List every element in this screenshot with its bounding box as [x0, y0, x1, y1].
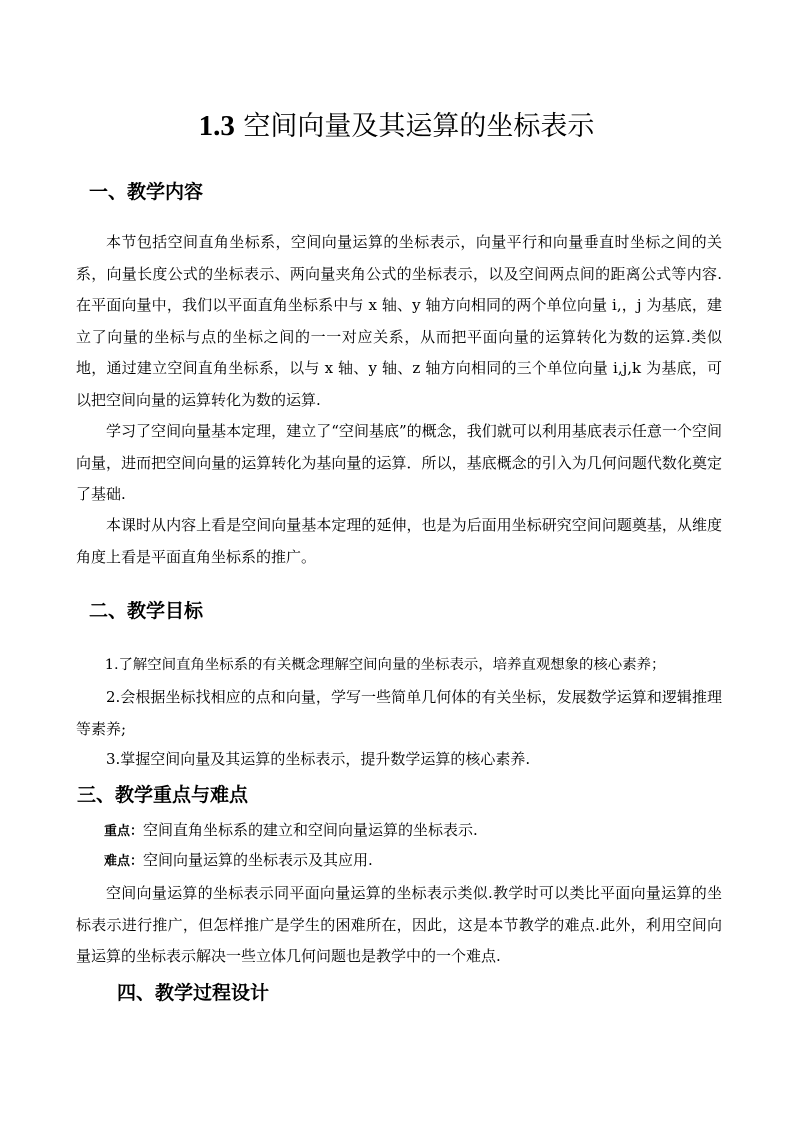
difficulty-explanation-paragraph: 空间向量运算的坐标表示同平面向量运算的坐标表示类似.教学时可以类比平面向量运算的坐标表示进行推广，但怎样推广是学生的困难所在，因此，这是本节教学的难点.此外，利用空间向量运算的坐标表示解决一些立体几何问题也是教学中的一个难点. — [76, 884, 722, 966]
objective-item-3: 3.掌握空间向量及其运算的坐标表示，提升数学运算的核心素养. — [106, 750, 531, 768]
content-paragraph-1: 本节包括空间直角坐标系，空间向量运算的坐标表示，向量平行和向量垂直时坐标之间的关系，向量长度公式的坐标表示、两向量夹角公式的坐标表示，以及空间两点间的距离公式等内容.在平面向量中，我们以平面直角坐标系中与 x 轴、y 轴方向相同的两个单位向量 i,，j 为基底，建立了向量的坐标与点的坐标之间的一一对应关系，从而把平面向量的运算转化为数的运算.类似地，通过建立空间直角坐标系，以与 x 轴、y 轴、z 轴方向相同的三个单位向量 i,j,k 为基底，可以把空间向量的运算转化为数的运算. — [76, 233, 722, 409]
section-heading-key-and-difficult-points: 三、教学重点与难点 — [77, 784, 249, 806]
difficulty-point-label: 难点： — [104, 854, 144, 869]
section-heading-teaching-objectives: 二、教学目标 — [89, 600, 204, 622]
content-paragraph-2: 学习了空间向量基本定理，建立了“空间基底”的概念，我们就可以利用基底表示任意一个空间向量，进而把空间向量的运算转化为基向量的运算．所以，基底概念的引入为几何问题代数化奠定了基础. — [76, 422, 722, 504]
objective-item-2: 2.会根据坐标找相应的点和向量，学写一些简单几何体的有关坐标，发展数学运算和逻辑推理等素养; — [76, 688, 722, 738]
difficulty-point-text: 空间向量运算的坐标表示及其应用. — [143, 851, 373, 869]
title-text: 空间向量及其运算的坐标表示 — [243, 111, 595, 142]
document-title — [0, 106, 793, 147]
key-point-line — [104, 817, 478, 845]
content-paragraph-3: 本课时从内容上看是空间向量基本定理的延伸，也是为后面用坐标研究空间问题奠基，从维度角度上看是平面直角坐标系的推广。 — [76, 516, 722, 566]
title-number: 1.3 — [198, 110, 235, 142]
objective-item-1: 1.了解空间直角坐标系的有关概念理解空间向量的坐标表示，培养直观想象的核心素养； — [104, 657, 666, 673]
section-heading-teaching-content: 一、教学内容 — [89, 181, 204, 203]
section-heading-teaching-process-design: 四、教学过程设计 — [117, 982, 270, 1004]
key-point-label: 重点： — [104, 824, 144, 839]
key-point-text: 空间直角坐标系的建立和空间向量运算的坐标表示. — [143, 821, 478, 839]
difficulty-point-line — [104, 847, 373, 875]
